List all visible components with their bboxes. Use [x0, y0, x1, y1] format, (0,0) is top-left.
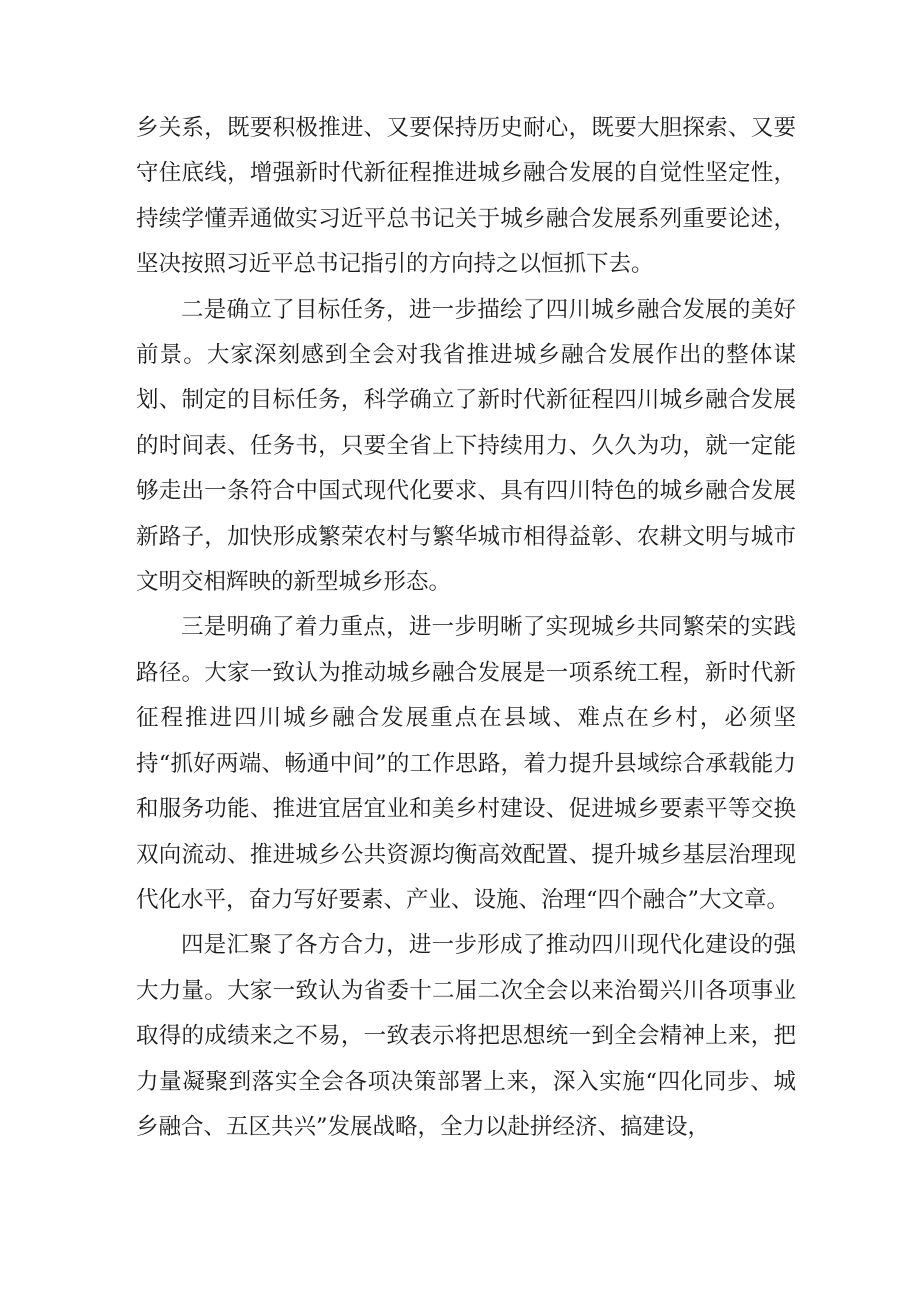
paragraph-point-two: 二是确立了目标任务，进一步描绘了四川城乡融合发展的美好前景。大家深刻感到全会对我省推进城乡融合发展作出的整体谋划、制定的目标任务，科学确立了新时代新征程四川城乡融合发展的时间表、任务书，只要全省上下持续用力、久久为功，就一定能够走出一条符合中国式现代化要求、具有四川特色的城乡融合发展新路子，加快形成繁荣农村与繁华城市相得益彰、农耕文明与城市文明交相辉映的新型城乡形态。: [136, 296, 796, 596]
paragraph-continuation: 乡关系，既要积极推进、又要保持历史耐心，既要大胆探索、又要守住底线，增强新时代新征程推进城乡融合发展的自觉性坚定性，持续学懂弄通做实习近平总书记关于城乡融合发展系列重要论述，坚决按照习近平总书记指引的方向持之以恒抓下去。: [136, 115, 796, 278]
document-body: [136, 106, 796, 1150]
paragraph-point-three: 三是明确了着力重点，进一步明晰了实现城乡共同繁荣的实践路径。大家一致认为推动城乡融合发展是一项系统工程，新时代新征程推进四川城乡融合发展重点在县域、难点在乡村，必须坚持“抓好两端、畅通中间”的工作思路，着力提升县域综合承载能力和服务功能、推进宜居宜业和美乡村建设、促进城乡要素平等交换双向流动、推进城乡公共资源均衡高效配置、提升城乡基层治理现代化水平，奋力写好要素、产业、设施、治理“四个融合”大文章。: [136, 614, 796, 913]
paragraph-point-four: 四是汇聚了各方合力，进一步形成了推动四川现代化建设的强大力量。大家一致认为省委十二届二次全会以来治蜀兴川各项事业取得的成绩来之不易，一致表示将把思想统一到全会精神上来，把力量凝聚到落实全会各项决策部署上来，深入实施“四化同步、城乡融合、五区共兴”发展战略，全力以赴拼经济、搞建设，: [136, 932, 796, 1140]
